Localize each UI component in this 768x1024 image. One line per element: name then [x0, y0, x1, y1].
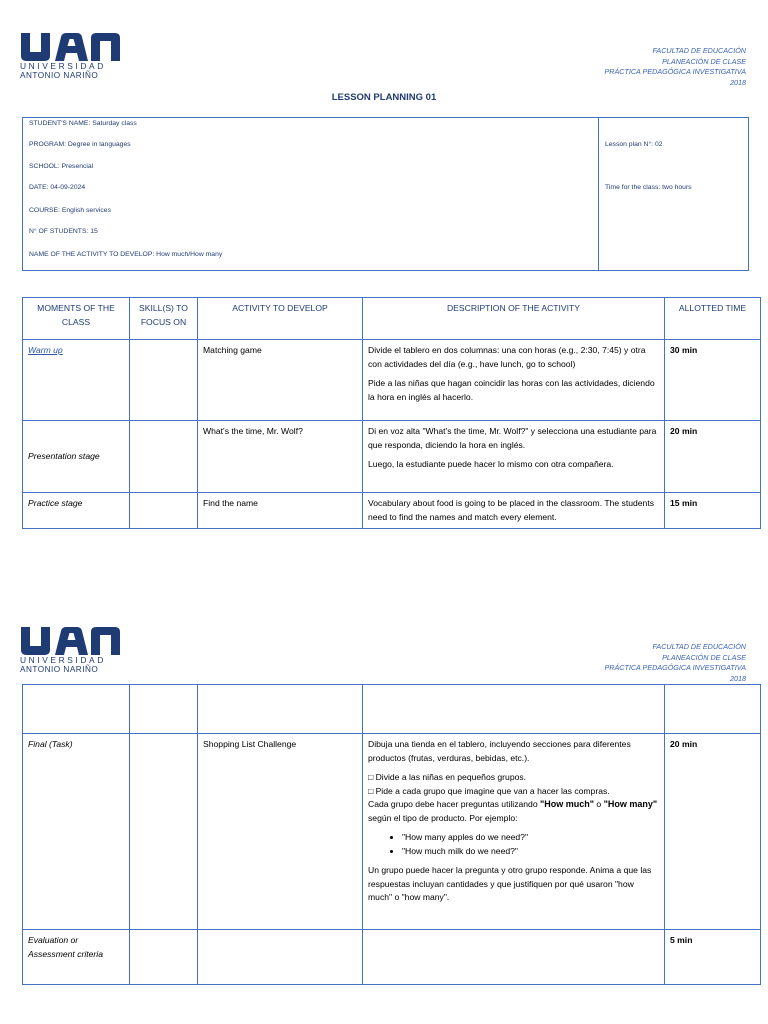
how-many-emphasis: "How many"	[603, 799, 658, 809]
header-description: DESCRIPTION OF THE ACTIVITY	[363, 298, 665, 340]
empty-cell	[363, 685, 665, 734]
how-much-emphasis: "How much"	[540, 799, 595, 809]
skill-cell	[130, 421, 198, 493]
lesson-table	[22, 297, 761, 529]
description-paragraph	[368, 771, 659, 825]
description-cell	[363, 734, 665, 930]
faculty-line: PRÁCTICA PEDAGÓGICA INVESTIGATIVA	[604, 663, 746, 672]
description-cell	[363, 421, 665, 493]
list-item: • "How much milk do we need?"	[402, 845, 659, 859]
header-skills: SKILL(S) TO FOCUS ON	[130, 298, 198, 340]
date-field: DATE: 04-09-2024	[29, 184, 86, 191]
empty-header-row	[23, 685, 761, 734]
logo-university-text: UNIVERSIDAD	[20, 61, 106, 71]
question-connector: o	[594, 799, 604, 809]
header-activity: ACTIVITY TO DEVELOP	[198, 298, 363, 340]
moment-cell: Final (Task)	[23, 734, 130, 930]
logo-university-text: UNIVERSIDAD	[20, 655, 106, 665]
activity-cell: Shopping List Challenge	[198, 734, 363, 930]
student-info-box	[22, 117, 749, 271]
question-intro: Cada grupo debe hacer preguntas utilizando	[368, 799, 540, 809]
description-paragraph: Divide el tablero en dos columnas: una con horas (e.g., 2:30, 7:45) y otra con actividades del día (e.g., have lunch, go to school)	[368, 345, 646, 369]
time-cell: 30 min	[665, 340, 761, 421]
time-cell: 20 min	[665, 421, 761, 493]
time-cell: 20 min	[665, 734, 761, 930]
time-cell: 15 min	[665, 493, 761, 529]
faculty-line: FACULTAD DE EDUCACIÓN	[652, 46, 746, 55]
description-paragraph: Un grupo puede hacer la pregunta y otro grupo responde. Anima a que las respuestas incluyan cantidades y que justifiquen por qué usaron "how much" o "how many".	[368, 865, 652, 902]
question-outro: según el tipo de producto. Por ejemplo:	[368, 812, 518, 823]
description-paragraph: Pide a las niñas que hagan coincidir las horas con las actividades, diciendo la hora en inglés al hacerlo.	[368, 378, 655, 402]
logo-antonio-narino-text: ANTONIO NARIÑO	[20, 665, 99, 674]
description-cell	[363, 493, 665, 529]
time-cell: 5 min	[665, 930, 761, 985]
faculty-line: PLANEACIÓN DE CLASE	[662, 652, 746, 662]
faculty-line: PLANEACIÓN DE CLASE	[662, 56, 746, 66]
skill-cell	[130, 930, 198, 985]
table-row	[23, 493, 761, 529]
bullet-line: □ Pide a cada grupo que imagine que van a hacer las compras.	[368, 785, 610, 796]
empty-cell	[198, 685, 363, 734]
empty-cell	[665, 685, 761, 734]
moment-cell: Evaluation or Assessment criteria	[23, 930, 130, 985]
description-cell	[363, 340, 665, 421]
activity-cell: Find the name	[198, 493, 363, 529]
program-field: PROGRAM: Degree in languages	[29, 141, 131, 148]
faculty-line: PRÁCTICA PEDAGÓGICA INVESTIGATIVA	[604, 67, 746, 76]
lesson-planning-title: LESSON PLANNING 01	[331, 92, 437, 103]
warm-up-link[interactable]: Warm up	[28, 345, 63, 355]
empty-cell	[23, 685, 130, 734]
table-row	[23, 340, 761, 421]
activity-name-field: NAME OF THE ACTIVITY TO DEVELOP: How much/How many	[29, 251, 223, 258]
table-row	[23, 734, 761, 930]
description-paragraph: Dibuja una tienda en el tablero, incluyendo secciones para diferentes productos (frutas, verduras, bebidas, etc.).	[368, 739, 631, 763]
bullet-line: □ Divide a las niñas en pequeños grupos.	[368, 772, 527, 782]
faculty-line: 2018	[730, 673, 746, 683]
moment-cell	[23, 340, 130, 421]
empty-cell	[130, 685, 198, 734]
skill-cell	[130, 340, 198, 421]
table-header-row	[23, 298, 761, 340]
faculty-header	[506, 642, 746, 684]
moment-cell: Practice stage	[23, 493, 130, 529]
description-paragraph: Luego, la estudiante puede hacer lo mismo con otra compañera.	[368, 459, 614, 469]
header-time: ALLOTTED TIME	[665, 298, 761, 340]
activity-cell: Matching game	[198, 340, 363, 421]
logo-antonio-narino-text: ANTONIO NARIÑO	[20, 71, 99, 80]
list-item: • "How many apples do we need?"	[402, 831, 659, 845]
moment-cell: Presentation stage	[23, 421, 130, 493]
school-field: SCHOOL: Presencial	[29, 163, 94, 170]
uan-logo-mark	[20, 627, 121, 655]
class-time-field: Time for the class: two hours	[605, 184, 692, 191]
activity-cell: What's the time, Mr. Wolf?	[198, 421, 363, 493]
faculty-header	[506, 46, 746, 88]
example-list	[402, 831, 659, 858]
header-moments: MOMENTS OF THE CLASS	[23, 298, 130, 340]
uan-logo	[20, 627, 125, 674]
activity-cell	[198, 930, 363, 985]
students-count-field: N° OF STUDENTS: 15	[29, 228, 98, 235]
lesson-table-continued	[22, 684, 761, 985]
info-divider	[598, 118, 599, 270]
lesson-plan-number-field: Lesson plan N°: 02	[605, 141, 663, 148]
table-row	[23, 421, 761, 493]
table-row	[23, 930, 761, 985]
student-name-field: STUDENT'S NAME: Saturday class	[29, 120, 137, 127]
skill-cell	[130, 493, 198, 529]
description-paragraph: Vocabulary about food is going to be placed in the classroom. The students need to find the names and match every element.	[368, 498, 655, 522]
uan-logo-mark	[20, 33, 121, 61]
description-paragraph: Di en voz alta "What's the time, Mr. Wolf?" y selecciona una estudiante para que responda, diciendo la hora en inglés.	[368, 426, 657, 450]
course-field: COURSE: English services	[29, 207, 111, 214]
description-cell	[363, 930, 665, 985]
faculty-line: 2018	[730, 77, 746, 87]
skill-cell	[130, 734, 198, 930]
faculty-line: FACULTAD DE EDUCACIÓN	[652, 642, 746, 651]
uan-logo	[20, 33, 125, 80]
